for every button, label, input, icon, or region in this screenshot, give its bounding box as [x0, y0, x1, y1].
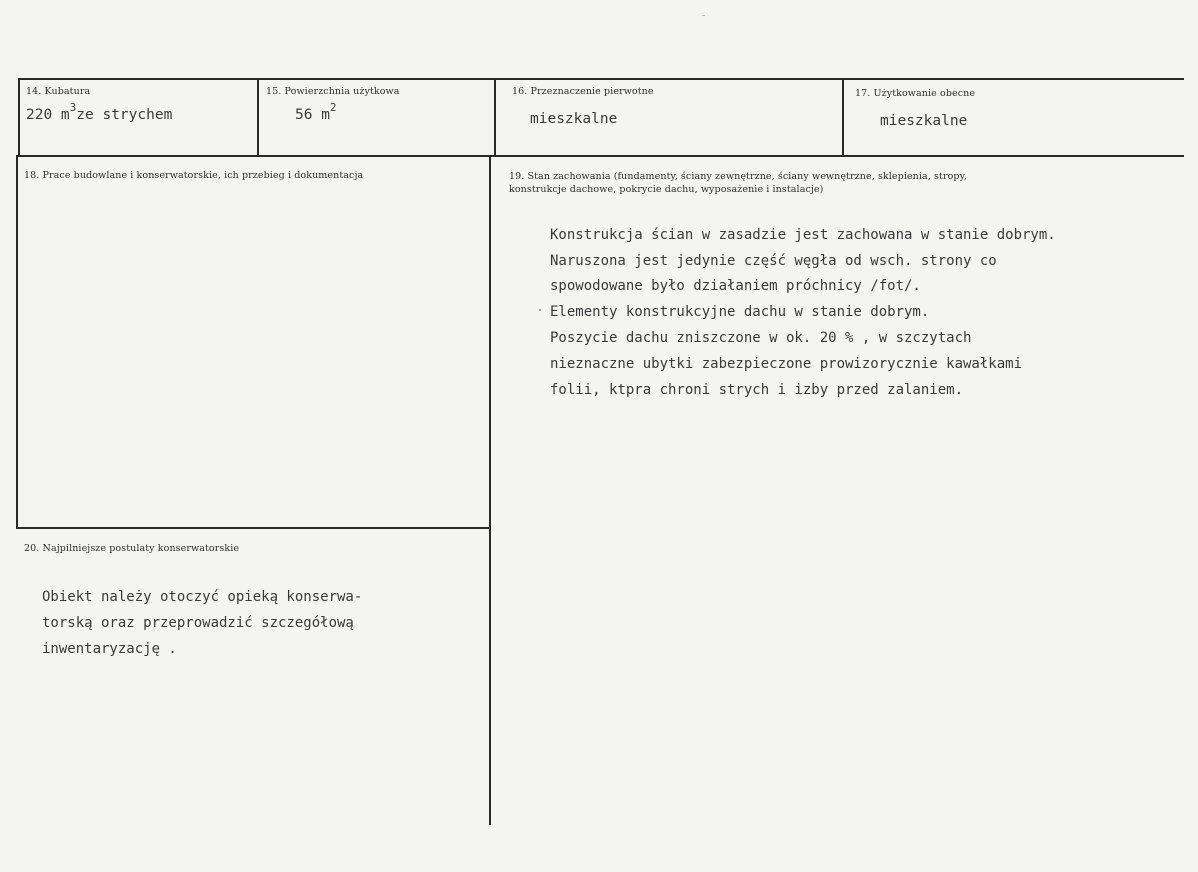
field-19-line: folii, ktpra chroni strych i izby przed zalaniem.	[550, 382, 964, 398]
field-14-value-exponent: 3	[69, 101, 77, 115]
center-divider	[489, 155, 491, 825]
section-18-bottom-rule	[16, 527, 489, 529]
field-19-line: Elementy konstrukcyjne dachu w stanie dobrym.	[550, 304, 930, 320]
field-20-line: inwentaryzację .	[42, 641, 177, 657]
field-19-line: Konstrukcja ścian w zasadzie jest zachowana w stanie dobrym.	[550, 227, 1056, 243]
top-rule	[18, 78, 1184, 80]
field-16-value: mieszkalne	[530, 111, 618, 127]
left-border-lower	[16, 155, 18, 528]
field-14-value-number: 220 m	[26, 107, 70, 123]
left-border-top	[18, 78, 20, 156]
field-20-line: Obiekt należy otoczyć opieką konserwa-	[42, 589, 363, 605]
field-17-label: 17. Użytkowanie obecne	[855, 88, 976, 99]
field-20-line: torską oraz przeprowadzić szczegółową	[42, 615, 354, 631]
field-14-label: 14. Kubatura	[26, 86, 91, 97]
field-19-label-line-1: 19. Stan zachowania (fundamenty, ściany zewnętrzne, ściany wewnętrzne, sklepienia, stropy,	[509, 171, 967, 182]
field-17-value: mieszkalne	[880, 113, 968, 129]
divider-16-17	[842, 78, 844, 156]
field-18-label: 18. Prace budowlane i konserwatorskie, ich przebieg i dokumentacja	[24, 170, 364, 181]
paper-speck	[539, 309, 541, 311]
field-15-value-number: 56 m	[295, 107, 330, 123]
field-15-value	[295, 103, 337, 129]
field-19-line: spowodowane było działaniem próchnicy /fot/.	[550, 278, 921, 294]
field-19-line: Naruszona jest jedynie część węgła od wsch. strony co	[550, 253, 997, 269]
field-19-line: Poszycie dachu zniszczone w ok. 20 % , w szczytach	[550, 330, 972, 346]
field-14-value	[26, 103, 172, 129]
header-row-bottom-rule	[18, 155, 1184, 157]
field-15-value-exponent: 2	[329, 101, 337, 115]
field-20-label: 20. Najpilniejsze postulaty konserwatorskie	[24, 543, 240, 554]
paper-speck	[702, 15, 705, 16]
divider-15-16	[494, 78, 496, 156]
field-16-label: 16. Przeznaczenie pierwotne	[512, 86, 654, 97]
field-15-label: 15. Powierzchnia użytkowa	[266, 86, 400, 97]
field-14-value-suffix: ze strychem	[76, 107, 173, 123]
field-19-line: nieznaczne ubytki zabezpieczone prowizorycznie kawałkami	[550, 356, 1023, 372]
divider-14-15	[257, 78, 259, 156]
field-19-label-line-2: konstrukcje dachowe, pokrycie dachu, wyposażenie i instalacje)	[509, 184, 824, 195]
